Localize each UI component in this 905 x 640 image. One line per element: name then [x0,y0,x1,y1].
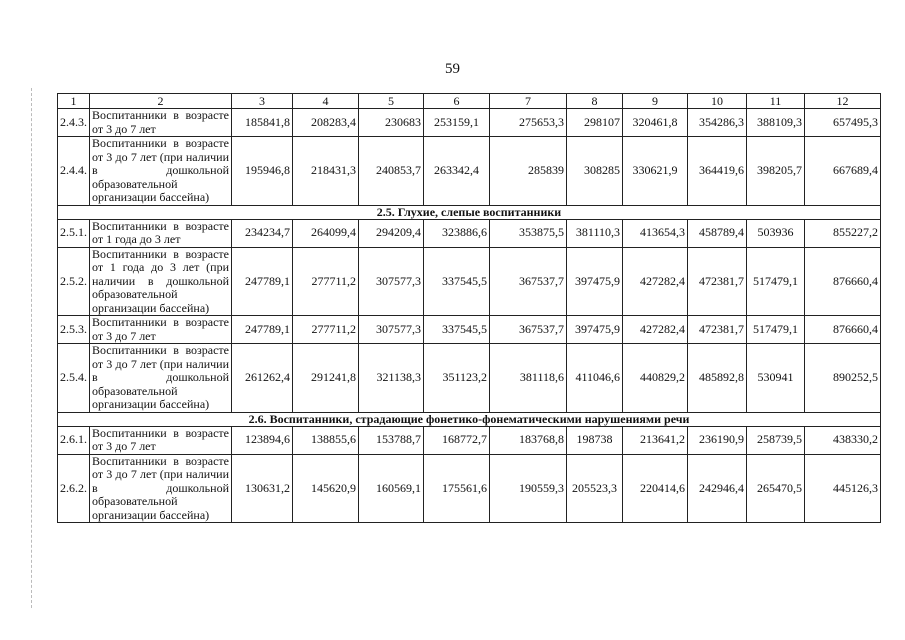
value-cell: 153788,7 [359,426,424,454]
table-row [58,426,881,454]
row-code: 2.6.2. [58,454,90,523]
value-cell: 195946,8 [232,137,293,206]
header-row [58,94,881,109]
value-cell: 440829,2 [623,344,688,413]
value-cell: 364419,6 [688,137,747,206]
value-cell: 298107 [567,109,623,137]
row-description: Воспитанники в возрасте от 1 года до 3 лет [90,219,232,247]
value-cell: 472381,7 [688,316,747,344]
col-header: 12 [805,94,881,109]
value-cell: 291241,8 [293,344,359,413]
value-cell: 285839 [490,137,567,206]
value-cell: 413654,3 [623,219,688,247]
value-cell: 265470,5 [747,454,805,523]
value-cell: 242946,4 [688,454,747,523]
value-cell: 397475,9 [567,247,623,316]
value-cell: 160569,1 [359,454,424,523]
value-cell: 530941 [747,344,805,413]
table-row [58,109,881,137]
table-row [58,454,881,523]
value-cell: 330621,9 [623,137,688,206]
value-cell: 130631,2 [232,454,293,523]
value-cell: 264099,4 [293,219,359,247]
value-cell: 185841,8 [232,109,293,137]
value-cell: 381118,6 [490,344,567,413]
value-cell: 294209,4 [359,219,424,247]
row-code: 2.5.3. [58,316,90,344]
value-cell: 323886,6 [424,219,490,247]
value-cell: 175561,6 [424,454,490,523]
value-cell: 277711,2 [293,316,359,344]
table-row [58,344,881,413]
value-cell: 321138,3 [359,344,424,413]
value-cell: 123894,6 [232,426,293,454]
value-cell: 275653,3 [490,109,567,137]
col-header: 1 [58,94,90,109]
section-row [58,412,881,426]
value-cell: 308285 [567,137,623,206]
value-cell: 234234,7 [232,219,293,247]
value-cell: 213641,2 [623,426,688,454]
table-row [58,219,881,247]
value-cell: 890252,5 [805,344,881,413]
value-cell: 261262,4 [232,344,293,413]
row-code: 2.6.1. [58,426,90,454]
value-cell: 657495,3 [805,109,881,137]
row-code: 2.4.4. [58,137,90,206]
row-code: 2.4.3. [58,109,90,137]
value-cell: 367537,7 [490,247,567,316]
value-cell: 220414,6 [623,454,688,523]
value-cell: 145620,9 [293,454,359,523]
value-cell: 367537,7 [490,316,567,344]
value-cell: 517479,1 [747,316,805,344]
table-row [58,316,881,344]
value-cell: 337545,5 [424,247,490,316]
row-description: Воспитанники в возрасте от 3 до 7 лет (при наличии в дошкольной образовательной организации бассейна) [90,137,232,206]
value-cell: 190559,3 [490,454,567,523]
value-cell: 503936 [747,219,805,247]
value-cell: 445126,3 [805,454,881,523]
value-cell: 230683 [359,109,424,137]
value-cell: 168772,7 [424,426,490,454]
value-cell: 876660,4 [805,316,881,344]
value-cell: 381110,3 [567,219,623,247]
value-cell: 517479,1 [747,247,805,316]
col-header: 3 [232,94,293,109]
value-cell: 236190,9 [688,426,747,454]
value-cell: 353875,5 [490,219,567,247]
row-description: Воспитанники в возрасте от 3 до 7 лет [90,316,232,344]
section-title: 2.6. Воспитанники, страдающие фонетико-фонематическими нарушениями речи [58,412,881,426]
value-cell: 240853,7 [359,137,424,206]
row-description: Воспитанники в возрасте от 3 до 7 лет (при наличии в дошкольной образовательной организации бассейна) [90,454,232,523]
page-number: 59 [445,61,460,77]
value-cell: 138855,6 [293,426,359,454]
value-cell: 208283,4 [293,109,359,137]
value-cell: 458789,4 [688,219,747,247]
value-cell: 247789,1 [232,316,293,344]
row-code: 2.5.4. [58,344,90,413]
col-header: 6 [424,94,490,109]
value-cell: 472381,7 [688,247,747,316]
value-cell: 388109,3 [747,109,805,137]
row-code: 2.5.1. [58,219,90,247]
margin-guide [31,88,33,608]
value-cell: 337545,5 [424,316,490,344]
value-cell: 205523,3 [567,454,623,523]
value-cell: 876660,4 [805,247,881,316]
col-header: 11 [747,94,805,109]
value-cell: 855227,2 [805,219,881,247]
table-row [58,137,881,206]
value-cell: 253159,1 [424,109,490,137]
col-header: 10 [688,94,747,109]
value-cell: 427282,4 [623,316,688,344]
value-cell: 485892,8 [688,344,747,413]
value-cell: 398205,7 [747,137,805,206]
value-cell: 258739,5 [747,426,805,454]
value-cell: 218431,3 [293,137,359,206]
row-description: Воспитанники в возрасте от 1 года до 3 лет (при наличии в дошкольной образовательной организации бассейна) [90,247,232,316]
value-cell: 667689,4 [805,137,881,206]
col-header: 7 [490,94,567,109]
value-cell: 354286,3 [688,109,747,137]
section-title: 2.5. Глухие, слепые воспитанники [58,205,881,219]
value-cell: 307577,3 [359,247,424,316]
row-description: Воспитанники в возрасте от 3 до 7 лет (при наличии в дошкольной образовательной организации бассейна) [90,344,232,413]
value-cell: 247789,1 [232,247,293,316]
value-cell: 351123,2 [424,344,490,413]
value-cell: 183768,8 [490,426,567,454]
value-cell: 198738 [567,426,623,454]
col-header: 4 [293,94,359,109]
row-description: Воспитанники в возрасте от 3 до 7 лет [90,426,232,454]
col-header: 9 [623,94,688,109]
value-cell: 411046,6 [567,344,623,413]
value-cell: 427282,4 [623,247,688,316]
value-cell: 263342,4 [424,137,490,206]
value-cell: 320461,8 [623,109,688,137]
col-header: 5 [359,94,424,109]
row-description: Воспитанники в возрасте от 3 до 7 лет [90,109,232,137]
row-code: 2.5.2. [58,247,90,316]
table-row [58,247,881,316]
value-cell: 438330,2 [805,426,881,454]
col-header: 2 [90,94,232,109]
value-cell: 307577,3 [359,316,424,344]
tariff-table [57,93,881,523]
value-cell: 277711,2 [293,247,359,316]
value-cell: 397475,9 [567,316,623,344]
col-header: 8 [567,94,623,109]
section-row [58,205,881,219]
